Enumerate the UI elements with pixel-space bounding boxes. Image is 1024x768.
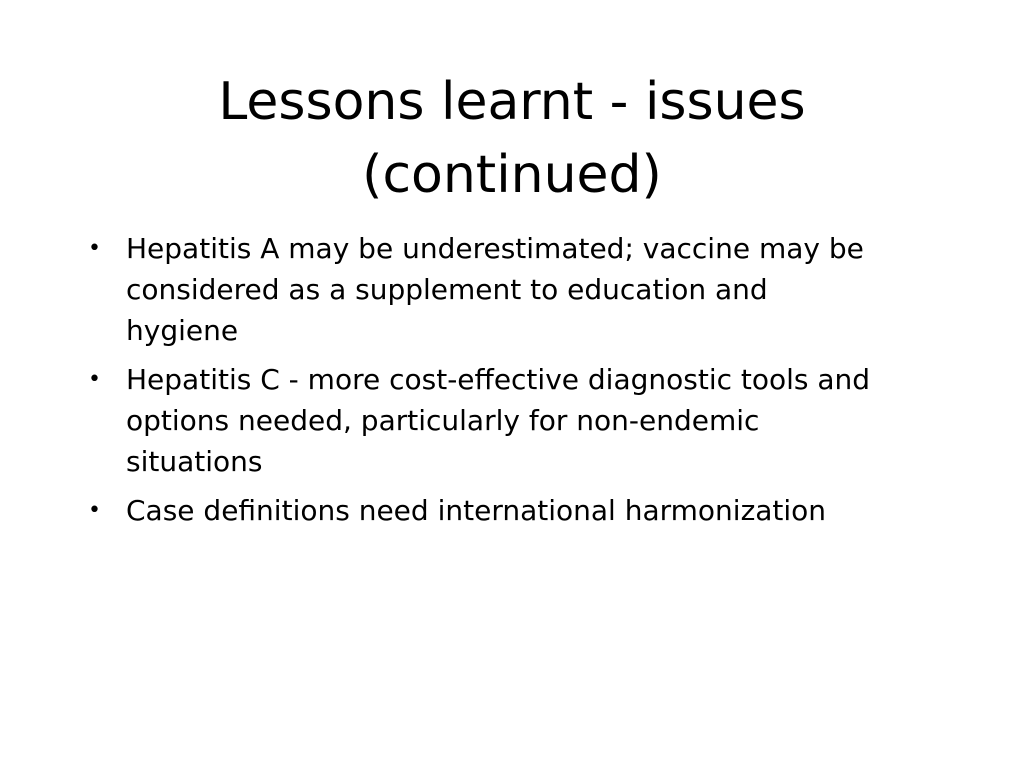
bullet-item-hepatitis-c (84, 359, 944, 482)
bullet-text-line: hygiene (126, 314, 239, 347)
slide-title-line-1: Lessons learnt - issues (218, 72, 806, 132)
bullet-text-line: Hepatitis C - more cost-effective diagnostic tools and (126, 363, 871, 396)
bullet-text-line: situations (126, 445, 263, 478)
bullet-icon: • (88, 367, 101, 392)
bullet-icon: • (88, 498, 101, 523)
bullet-text-line: considered as a supplement to education and (126, 273, 768, 306)
slide-title (80, 66, 944, 212)
bullet-text-line: Hepatitis A may be underestimated; vaccine may be (126, 232, 864, 265)
bullet-list (84, 228, 944, 539)
bullet-icon: • (88, 236, 101, 261)
bullet-text-line: options needed, particularly for non-endemic (126, 404, 760, 437)
bullet-text-line: Case definitions need international harmonization (126, 494, 827, 527)
slide-title-line-2: (continued) (362, 145, 662, 205)
bullet-item-hepatitis-a (84, 228, 944, 351)
bullet-item-case-definitions (84, 490, 944, 531)
